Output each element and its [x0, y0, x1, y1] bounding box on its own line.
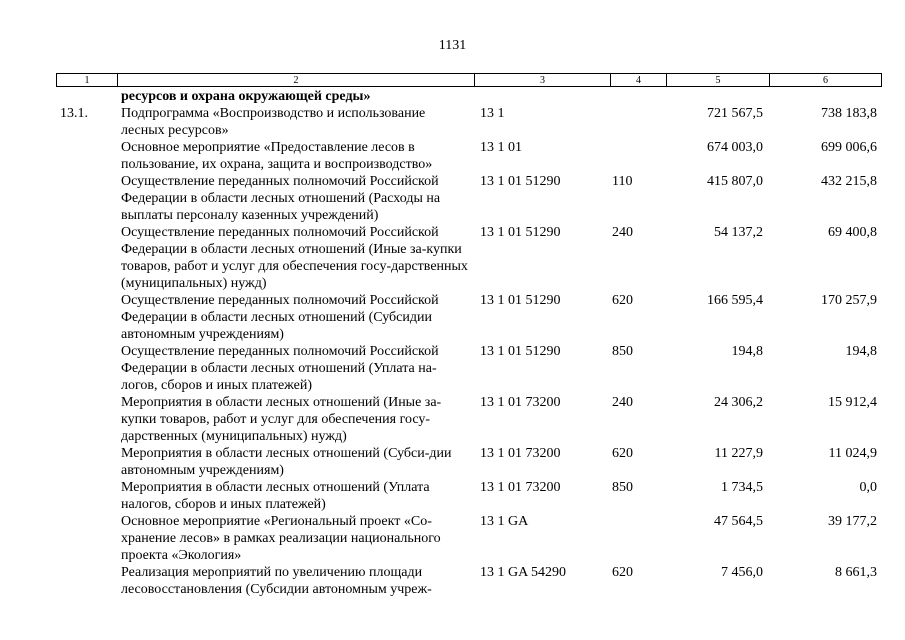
row-amount-col6-cell: 738 183,8 — [821, 106, 877, 121]
row-expense-type-cell: 620 — [612, 446, 633, 461]
column-header-1: 1 — [57, 74, 118, 87]
row-name-cell: Подпрограмма «Воспроизводство и использование лесных ресурсов» — [121, 106, 426, 138]
row-code-cell: 13 1 01 73200 — [480, 446, 561, 461]
row-number-cell — [56, 224, 117, 292]
column-header-5: 5 — [667, 74, 770, 87]
table-row — [56, 513, 881, 564]
row-amount-col5-cell — [666, 88, 769, 105]
table-row — [56, 479, 881, 513]
row-amount-col6-cell: 15 912,4 — [828, 395, 877, 410]
row-code-cell: 13 1 01 73200 — [480, 395, 561, 410]
row-amount-col6-cell: 39 177,2 — [828, 514, 877, 529]
row-number-cell — [56, 88, 117, 105]
row-number-cell: 13.1. — [60, 106, 88, 121]
column-header-3: 3 — [475, 74, 611, 87]
column-header-4: 4 — [611, 74, 667, 87]
row-amount-col6-cell: 699 006,6 — [821, 140, 877, 155]
row-number-cell — [56, 394, 117, 445]
row-amount-col6-cell: 8 661,3 — [835, 565, 877, 580]
row-amount-col6-cell: 0,0 — [859, 480, 877, 495]
row-code-cell: 13 1 01 51290 — [480, 174, 561, 189]
row-expense-type-cell — [610, 513, 666, 564]
row-number-cell — [56, 292, 117, 343]
row-amount-col5-cell: 24 306,2 — [714, 395, 763, 410]
row-code-cell: 13 1 01 73200 — [480, 480, 561, 495]
row-expense-type-cell: 620 — [612, 293, 633, 308]
table-row — [56, 445, 881, 479]
row-amount-col5-cell: 54 137,2 — [714, 225, 763, 240]
row-expense-type-cell — [610, 105, 666, 139]
row-expense-type-cell: 620 — [612, 565, 633, 580]
row-amount-col6-cell — [769, 88, 881, 105]
row-amount-col6-cell: 170 257,9 — [821, 293, 877, 308]
row-amount-col5-cell: 415 807,0 — [707, 174, 763, 189]
row-amount-col5-cell: 1 734,5 — [721, 480, 763, 495]
row-code-cell: 13 1 — [480, 106, 505, 121]
row-code-cell: 13 1 01 51290 — [480, 225, 561, 240]
row-amount-col5-cell: 166 595,4 — [707, 293, 763, 308]
row-amount-col5-cell: 674 003,0 — [707, 140, 763, 155]
row-code-cell — [474, 88, 610, 105]
table-row — [56, 292, 881, 343]
page-number: 1131 — [438, 38, 467, 53]
row-code-cell: 13 1 GA — [480, 514, 529, 529]
row-amount-col5-cell: 721 567,5 — [707, 106, 763, 121]
column-header-row — [56, 73, 882, 87]
table-row — [56, 564, 881, 598]
row-name-cell: ресурсов и охрана окружающей среды» — [121, 89, 371, 104]
row-amount-col6-cell: 432 215,8 — [821, 174, 877, 189]
row-name-cell: Осуществление переданных полномочий Российской Федерации в области лесных отношений (Расходы на выплаты персоналу казенных учреждений) — [121, 174, 441, 223]
row-amount-col5-cell: 47 564,5 — [714, 514, 763, 529]
table-row — [56, 139, 881, 173]
row-number-cell — [56, 173, 117, 224]
row-number-cell — [56, 479, 117, 513]
row-name-cell: Основное мероприятие «Региональный проект «Со-хранение лесов» в рамках реализации национального проекта «Экология» — [121, 514, 441, 563]
row-name-cell: Осуществление переданных полномочий Российской Федерации в области лесных отношений (Субсидии автономным учреждениям) — [121, 293, 439, 342]
row-expense-type-cell: 850 — [612, 480, 633, 495]
row-name-cell: Основное мероприятие «Предоставление лесов в пользование, их охрана, защита и воспроизводство» — [121, 140, 433, 172]
table-row — [56, 224, 881, 292]
row-name-cell: Осуществление переданных полномочий Российской Федерации в области лесных отношений (Иные за-купки товаров, работ и услуг для обеспечения госу-дарственных (муниципальных) нужд) — [121, 225, 468, 291]
row-name-cell: Мероприятия в области лесных отношений (Уплата налогов, сборов и иных платежей) — [121, 480, 430, 512]
table-row — [56, 394, 881, 445]
column-header-2: 2 — [118, 74, 475, 87]
row-amount-col6-cell: 69 400,8 — [828, 225, 877, 240]
row-expense-type-cell: 110 — [612, 174, 633, 189]
row-expense-type-cell — [610, 139, 666, 173]
table-row — [56, 105, 881, 139]
row-expense-type-cell: 850 — [612, 344, 633, 359]
row-expense-type-cell: 240 — [612, 225, 633, 240]
table-row — [56, 173, 881, 224]
row-code-cell: 13 1 GA 54290 — [480, 565, 566, 580]
table-row — [56, 88, 881, 105]
row-number-cell — [56, 564, 117, 598]
row-name-cell: Мероприятия в области лесных отношений (Иные за-купки товаров, работ и услуг для обеспечения госу-дарственных (муниципальных) нужд) — [121, 395, 442, 444]
row-expense-type-cell: 240 — [612, 395, 633, 410]
row-name-cell: Осуществление переданных полномочий Российской Федерации в области лесных отношений (Уплата на-логов, сборов и иных платежей) — [121, 344, 439, 393]
table-row — [56, 343, 881, 394]
row-number-cell — [56, 513, 117, 564]
row-code-cell: 13 1 01 51290 — [480, 293, 561, 308]
row-amount-col6-cell: 194,8 — [845, 344, 877, 359]
row-code-cell: 13 1 01 — [480, 140, 522, 155]
row-amount-col6-cell: 11 024,9 — [828, 446, 877, 461]
column-header-6: 6 — [770, 74, 882, 87]
row-number-cell — [56, 445, 117, 479]
row-code-cell: 13 1 01 51290 — [480, 344, 561, 359]
row-amount-col5-cell: 194,8 — [731, 344, 763, 359]
row-amount-col5-cell: 7 456,0 — [721, 565, 763, 580]
row-name-cell: Реализация мероприятий по увеличению площади лесовосстановления (Субсидии автономным учреж- — [121, 565, 432, 597]
row-name-cell: Мероприятия в области лесных отношений (Субси-дии автономным учреждениям) — [121, 446, 452, 478]
row-number-cell — [56, 343, 117, 394]
budget-table — [56, 88, 881, 598]
row-number-cell — [56, 139, 117, 173]
row-amount-col5-cell: 11 227,9 — [714, 446, 763, 461]
row-expense-type-cell — [610, 88, 666, 105]
